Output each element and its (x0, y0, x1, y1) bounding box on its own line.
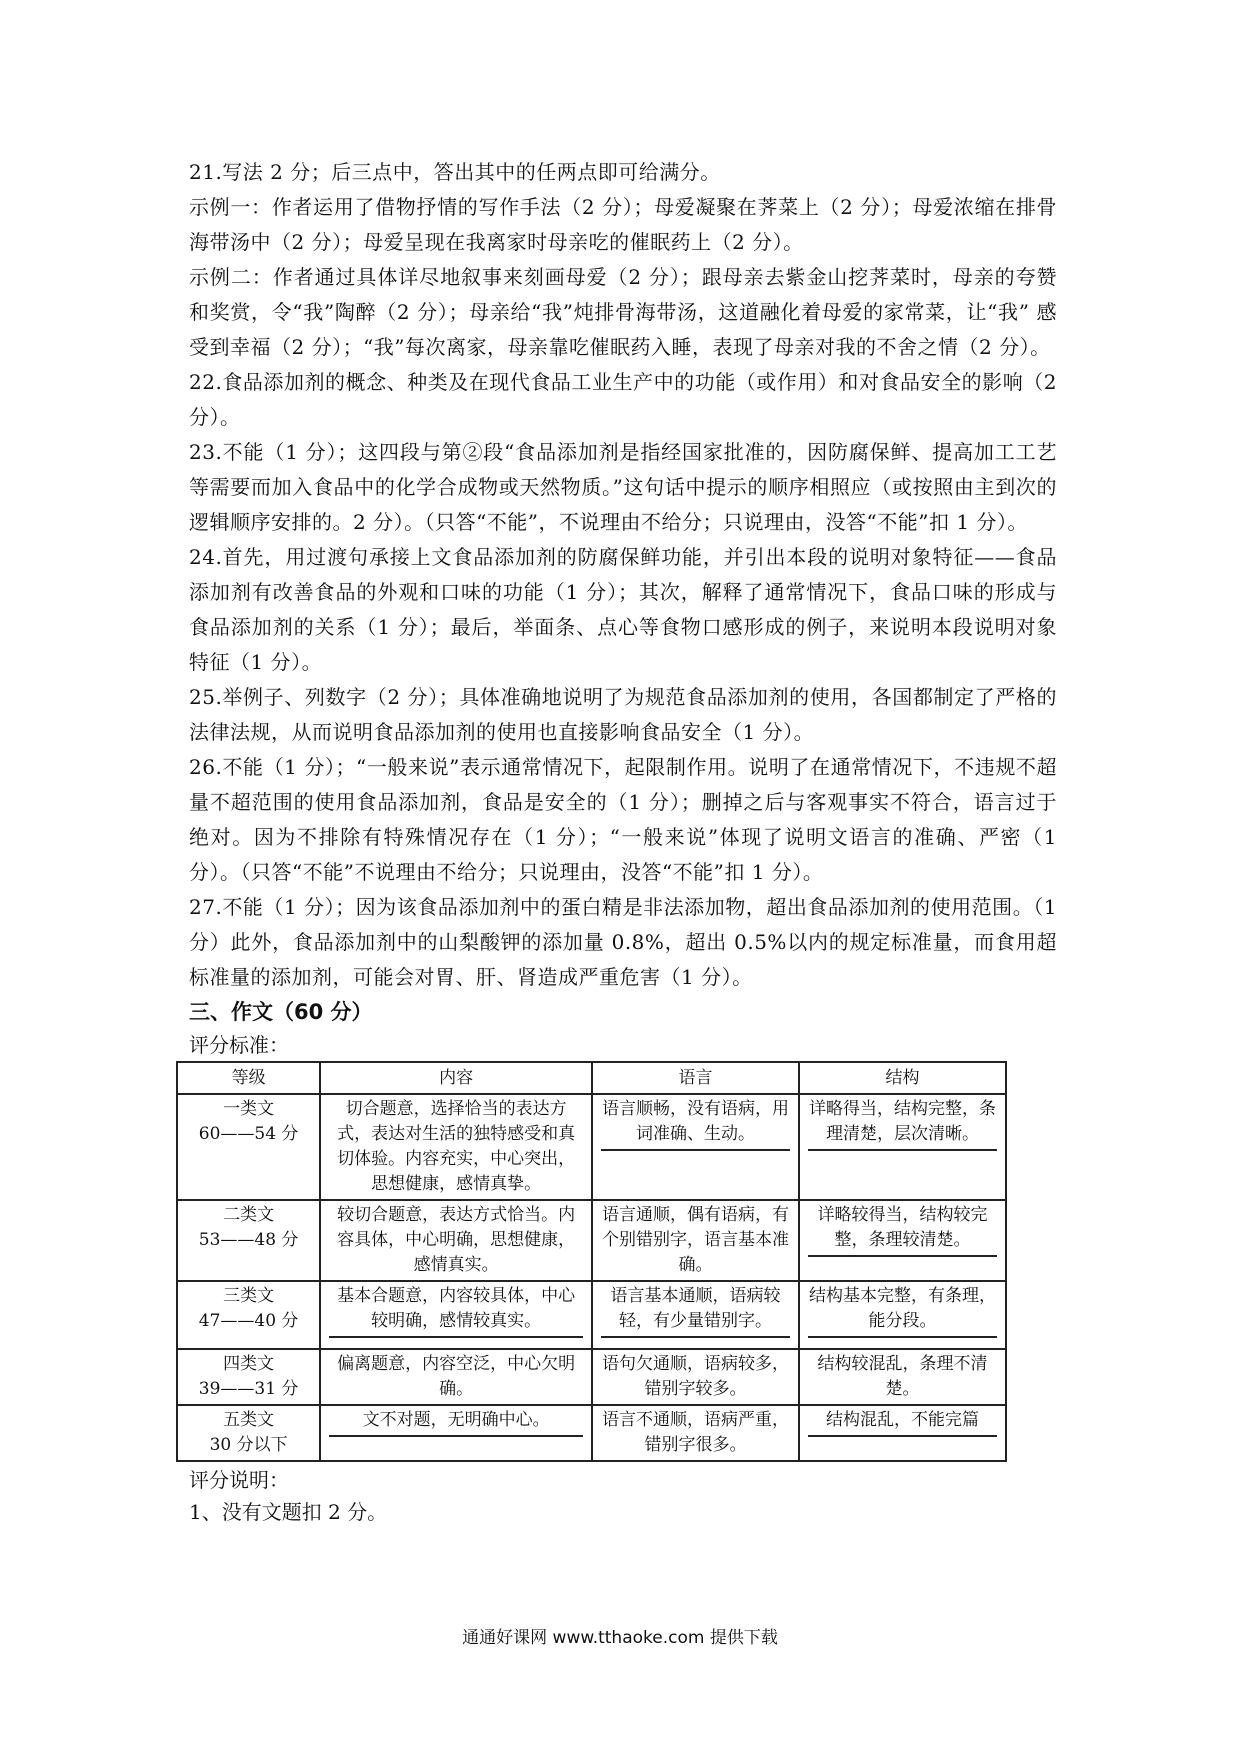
note-item: 1、没有文题扣 2 分。 (189, 1500, 388, 1524)
header-language: 语言 (592, 1062, 799, 1094)
answer-24: 24.首先，用过渡句承接上文食品添加剂的防腐保鲜功能，并引出本段的说明对象特征——食品添加剂有改善食品的外观和口味的功能（1 分）；其次，解释了通常情况下，食品口味的形成与食品添加剂的关系（1 分）；最后，举面条、点心等食物口感形成的例子，来说明本段说明对象特征（1 分）。 (189, 545, 1057, 674)
table-row (177, 1405, 1006, 1461)
level-score: 47——40 分 (198, 1311, 299, 1331)
level-score: 60——54 分 (198, 1124, 299, 1144)
level-name: 三类文 (223, 1286, 275, 1306)
language-text: 语言通顺，偶有语病，有个别错别字，语言基本准确。 (602, 1205, 790, 1275)
answer-21-example-1: 示例一：作者运用了借物抒情的写作手法（2 分）；母爱凝聚在荠菜上（2 分）；母爱浓缩在排骨海带汤中（2 分）；母爱呈现在我离家时母亲吃的催眠药上（2 分）。 (189, 195, 1057, 254)
level-score: 53——48 分 (198, 1230, 299, 1250)
content-cell (320, 1405, 592, 1461)
content-text: 偏离题意，内容空泛，中心欠明确。 (337, 1354, 576, 1399)
section-title: 三、作文（60 分） (189, 1000, 373, 1024)
answer-25: 25.举例子、列数字（2 分）；具体准确地说明了为规范食品添加剂的使用，各国都制定了严格的法律法规，从而说明食品添加剂的使用也直接影响食品安全（1 分）。 (189, 685, 1057, 744)
level-cell (177, 1405, 320, 1461)
structure-cell (799, 1281, 1006, 1349)
language-text: 语言顺畅，没有语病，用词准确、生动。 (601, 1097, 790, 1151)
header-content: 内容 (320, 1062, 592, 1094)
level-cell (177, 1349, 320, 1405)
language-text: 语言不通顺，语病严重，错别字很多。 (602, 1410, 790, 1455)
level-name: 五类文 (223, 1410, 275, 1430)
structure-cell (799, 1200, 1006, 1281)
footer-text: 通通好课网 www.tthaoke.com 提供下载 (462, 1628, 778, 1648)
table-row (177, 1094, 1006, 1200)
language-cell (592, 1405, 799, 1461)
answer-21: 21.写法 2 分；后三点中，答出其中的任两点即可给满分。 (189, 160, 721, 184)
level-name: 一类文 (223, 1099, 275, 1119)
structure-cell (799, 1094, 1006, 1200)
content-cell (320, 1094, 592, 1200)
grading-table (176, 1061, 1007, 1462)
content-cell (320, 1200, 592, 1281)
structure-cell (799, 1405, 1006, 1461)
structure-text: 结构基本完整，有条理，能分段。 (808, 1284, 997, 1338)
answer-27: 27.不能（1 分）；因为该食品添加剂中的蛋白精是非法添加物，超出食品添加剂的使用范围。（1 分）此外，食品添加剂中的山梨酸钾的添加量 0.8%，超出 0.5%以内的规定标准量，而食用超标准量的添加剂，可能会对胃、肝、肾造成严重危害（1 分）。 (189, 895, 1057, 989)
header-structure: 结构 (799, 1062, 1006, 1094)
table-row (177, 1349, 1006, 1405)
structure-cell (799, 1349, 1006, 1405)
language-text: 语言基本通顺，语病较轻，有少量错别字。 (601, 1284, 790, 1338)
structure-text: 结构混乱，不能完篇 (808, 1408, 997, 1437)
level-name: 二类文 (223, 1205, 275, 1225)
content-text: 基本合题意，内容较具体，中心较明确，感情较真实。 (329, 1284, 583, 1338)
level-cell (177, 1200, 320, 1281)
answer-21-example-2: 示例二：作者通过具体详尽地叙事来刻画母爱（2 分）；跟母亲去紫金山挖荠菜时，母亲的夸赞和奖赏，令“我”陶醉（2 分）；母亲给“我”炖排骨海带汤，这道融化着母爱的家常菜，让“我” 感受到幸福（2 分）；“我”每次离家，母亲靠吃催眠药入睡，表现了母亲对我的不舍之情（2 分）。 (189, 265, 1057, 359)
level-cell (177, 1094, 320, 1200)
language-cell (592, 1349, 799, 1405)
table-header-row (177, 1062, 1006, 1094)
level-score: 39——31 分 (198, 1379, 299, 1399)
language-cell (592, 1200, 799, 1281)
answer-23: 23.不能（1 分）；这四段与第②段“食品添加剂是指经国家批准的，因防腐保鲜、提高加工工艺等需要而加入食品中的化学合成物或天然物质。”这句话中提示的顺序相照应（或按照由主到次的逻辑顺序安排的。2 分）。（只答“不能”，不说理由不给分；只说理由，没答“不能”扣 1 分）。 (189, 440, 1057, 534)
notes-label: 评分说明： (189, 1468, 289, 1492)
answer-26: 26.不能（1 分）；“一般来说”表示通常情况下，起限制作用。说明了在通常情况下，不违规不超量不超范围的使用食品添加剂，食品是安全的（1 分）；删掉之后与客观事实不符合，语言过于绝对。因为不排除有特殊情况存在（1 分）；“一般来说”体现了说明文语言的准确、严密（1 分）。（只答“不能”不说理由不给分；只说理由，没答“不能”扣 1 分）。 (189, 755, 1057, 884)
level-score: 30 分以下 (209, 1435, 288, 1455)
content-cell (320, 1281, 592, 1349)
structure-text: 详略得当，结构完整，条理清楚，层次清晰。 (808, 1097, 997, 1151)
answer-22: 22.食品添加剂的概念、种类及在现代食品工业生产中的功能（或作用）和对食品安全的影响（2 分）。 (189, 370, 1057, 429)
header-level: 等级 (177, 1062, 320, 1094)
language-cell (592, 1094, 799, 1200)
content-cell (320, 1349, 592, 1405)
table-row (177, 1200, 1006, 1281)
table-row (177, 1281, 1006, 1349)
structure-text: 详略较得当，结构较完整，条理较清楚。 (808, 1203, 997, 1257)
structure-text: 结构较混乱，条理不清楚。 (817, 1354, 988, 1399)
content-text: 较切合题意，表达方式恰当。内容具体，中心明确，思想健康，感情真实。 (337, 1205, 576, 1275)
content-text: 文不对题，无明确中心。 (329, 1408, 583, 1437)
document-page (189, 155, 1057, 1528)
level-name: 四类文 (223, 1354, 275, 1374)
level-cell (177, 1281, 320, 1349)
language-cell (592, 1281, 799, 1349)
content-text: 切合题意，选择恰当的表达方式，表达对生活的独特感受和真切体验。内容充实，中心突出，思想健康，感情真挚。 (337, 1099, 576, 1194)
language-text: 语句欠通顺，语病较多，错别字较多。 (602, 1354, 790, 1399)
criteria-label: 评分标准： (189, 1033, 289, 1057)
